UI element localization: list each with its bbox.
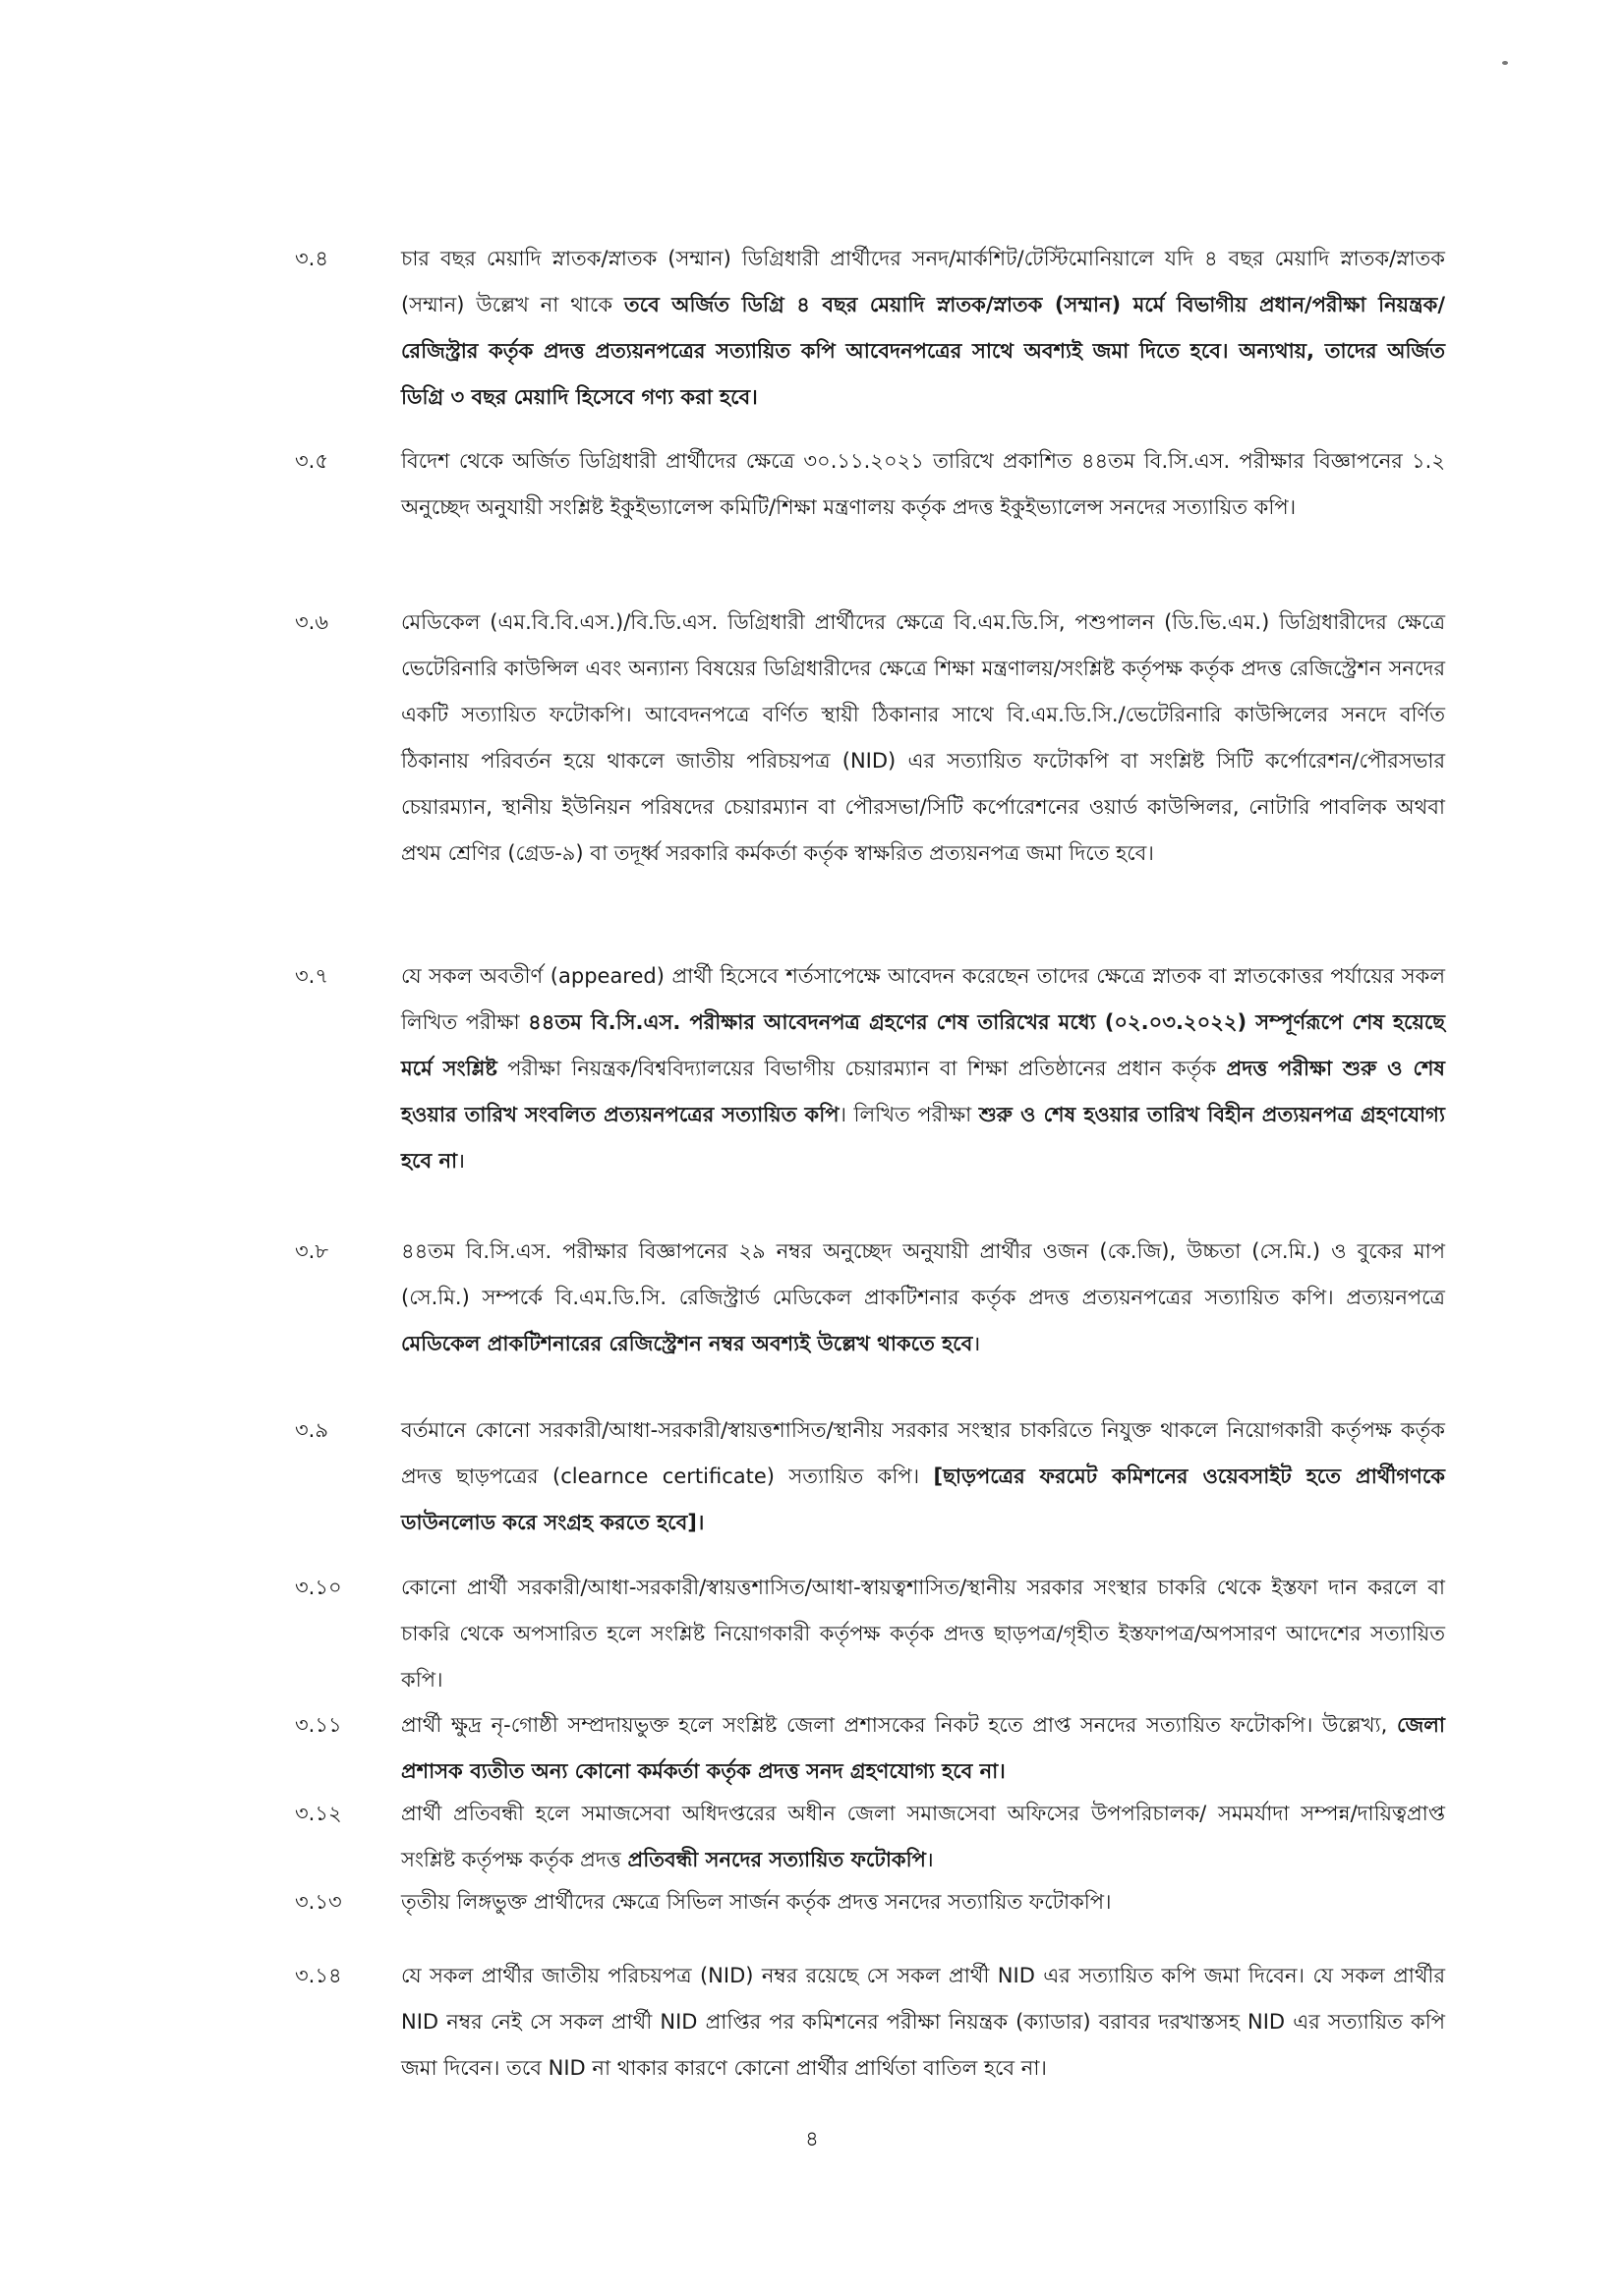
list-item [295,953,1445,1184]
item-text [401,1879,1445,1925]
body-text: । [457,1149,466,1173]
list-item [295,1565,1445,1703]
item-number: ৩.৬ [295,610,328,634]
body-text: চার বছর মেয়াদি স্নাতক/স্নাতক (সম্মান) ডিগ্রিধারী প্রার্থীদের সনদ/মার্কশিট/টেস্টিমোনিয়ালে যদি ৪ বছর মেয়াদি স্নাতক/স্নাতক (সম্মান) উল্লেখ না থাকে [401,247,1445,316]
body-text: । লিখিত পরীক্ষা [839,1103,979,1126]
item-number: ৩.১৩ [295,1890,342,1914]
body-text: যে সকল প্রার্থীর জাতীয় পরিচয়পত্র (NID) নম্বর রয়েছে সে সকল প্রার্থী NID এর সত্যায়িত কপি জমা দিবেন। যে সকল প্রার্থীর NID নম্বর নেই সে সকল প্রার্থী NID প্রাপ্তির পর কমিশনের পরীক্ষা নিয়ন্ত্রক (ক্যাডার) বরাবর দরখাস্তসহ NID এর সত্যায়িত কপি জমা দিবেন। তবে NID না থাকার কারণে কোনো প্রার্থীর প্রার্থিতা বাতিল হবে না। [401,1964,1445,2080]
list-item [295,600,1445,877]
item-text [401,236,1445,421]
bold-text: প্রদত্ত পরীক্ষা শুরু ও শেষ হওয়ার তারিখ সংবলিত প্রত্যয়নপত্রের সত্যায়িত কপি [401,1057,1445,1126]
item-number: ৩.৪ [295,247,328,270]
list-item [295,1229,1445,1367]
bold-text: প্রতিবন্ধী সনদের সত্যায়িত ফটোকপি [627,1848,926,1871]
bold-text: [ছাড়পত্রের ফরমেট কমিশনের ওয়েবসাইট হতে প্রার্থীগণকে ডাউনলোড করে সংগ্রহ করতে হবে]। [401,1464,1445,1534]
item-number: ৩.১২ [295,1802,342,1825]
item-number: ৩.৮ [295,1239,328,1263]
list-item [295,1879,1445,1925]
item-number: ৩.১১ [295,1713,342,1737]
body-text: যে সকল অবতীর্ণ (appeared) প্রার্থী হিসেবে শর্তসাপেক্ষে আবেদন করেছেন তাদের ক্ষেত্রে স্নাতক বা স্নাতকোত্তর পর্যায়ের সকল লিখিত পরীক্ষা [401,964,1445,1034]
item-number: ৩.১৪ [295,1964,342,1987]
bold-text: ৪৪তম বি.সি.এস. পরীক্ষার আবেদনপত্র গ্রহণের শেষ তারিখের মধ্যে (০২.০৩.২০২২) সম্পূর্ণরূপে শেষ হয়েছে মর্মে সংশ্লিষ্ট [401,1010,1445,1080]
item-text [401,438,1445,531]
bold-text: শুরু ও শেষ হওয়ার তারিখ বিহীন প্রত্যয়নপত্র গ্রহণযোগ্য হবে না [401,1103,1445,1173]
list-item [295,1953,1445,2092]
scan-speck [1502,61,1508,65]
body-text: । [972,1332,981,1355]
body-text: ৪৪তম বি.সি.এস. পরীক্ষার বিজ্ঞাপনের ২৯ নম্বর অনুচ্ছেদ অনুযায়ী প্রার্থীর ওজন (কে.জি), উচ্চতা (সে.মি.) ও বুকের মাপ (সে.মি.) সম্পর্কে বি.এম.ডি.সি. রেজিস্ট্রার্ড মেডিকেল প্রাকটিশনার কর্তৃক প্রদত্ত প্রত্যয়নপত্রের সত্যায়িত কপি। প্রত্যয়নপত্রে [401,1239,1445,1309]
body-text: তৃতীয় লিঙ্গভুক্ত প্রার্থীদের ক্ষেত্রে সিভিল সার্জন কর্তৃক প্রদত্ত সনদের সত্যায়িত ফটোকপি। [401,1890,1112,1914]
item-text [401,1565,1445,1703]
item-number: ৩.৫ [295,449,328,473]
list-item [295,1791,1445,1883]
body-text: । [925,1848,934,1871]
bold-text: জেলা প্রশাসক ব্যতীত অন্য কোনো কর্মকর্তা কর্তৃক প্রদত্ত সনদ গ্রহণযোগ্য হবে না। [401,1713,1445,1783]
body-text: প্রার্থী প্রতিবন্ধী হলে সমাজসেবা অধিদপ্তরের অধীন জেলা সমাজসেবা অফিসের উপপরিচালক/ সমমর্যাদা সম্পন্ন/দায়িত্বপ্রাপ্ত সংশ্লিষ্ট কর্তৃপক্ষ কর্তৃক প্রদত্ত [401,1802,1445,1871]
list-item [295,438,1445,531]
list-item [295,236,1445,421]
body-text: পরীক্ষা নিয়ন্ত্রক/বিশ্ববিদ্যালয়ের বিভাগীয় চেয়ারম্যান বা শিক্ষা প্রতিষ্ঠানের প্রধান কর্তৃক [496,1057,1227,1080]
item-number: ৩.১০ [295,1576,342,1599]
item-text [401,953,1445,1184]
item-text [401,1407,1445,1546]
body-text: প্রার্থী ক্ষুদ্র নৃ-গোষ্ঠী সম্প্রদায়ভুক্ত হলে সংশ্লিষ্ট জেলা প্রশাসকের নিকট হতে প্রাপ্ত সনদের সত্যায়িত ফটোকপি। উল্লেখ্য, [401,1713,1397,1737]
item-number: ৩.৯ [295,1418,328,1442]
bold-text: তবে অর্জিত ডিগ্রি ৪ বছর মেয়াদি স্নাতক/স্নাতক (সম্মান) মর্মে বিভাগীয় প্রধান/পরীক্ষা নিয়ন্ত্রক/রেজিস্ট্রার কর্তৃক প্রদত্ত প্রত্যয়নপত্রের সত্যায়িত কপি আবেদনপত্রের সাথে অবশ্যই জমা দিতে হবে। অন্যথায়, তাদের অর্জিত ডিগ্রি ৩ বছর মেয়াদি হিসেবে গণ্য করা হবে। [401,293,1445,409]
body-text: মেডিকেল (এম.বি.বি.এস.)/বি.ডি.এস. ডিগ্রিধারী প্রার্থীদের ক্ষেত্রে বি.এম.ডি.সি, পশুপালন (ডি.ভি.এম.) ডিগ্রিধারীদের ক্ষেত্রে ভেটেরিনারি কাউন্সিল এবং অন্যান্য বিষয়ের ডিগ্রিধারীদের ক্ষেত্রে শিক্ষা মন্ত্রণালয়/সংশ্লিষ্ট কর্তৃপক্ষ কর্তৃক প্রদত্ত রেজিস্ট্রেশন সনদের একটি সত্যায়িত ফটোকপি। আবেদনপত্রে বর্ণিত স্থায়ী ঠিকানার সাথে বি.এম.ডি.সি./ভেটেরিনারি কাউন্সিলের সনদে বর্ণিত ঠিকানায় পরিবর্তন হয়ে থাকলে জাতীয় পরিচয়পত্র (NID) এর সত্যায়িত ফটোকপি বা সংশ্লিষ্ট সিটি কর্পোরেশন/পৌরসভার চেয়ারম্যান, স্থানীয় ইউনিয়ন পরিষদের চেয়ারম্যান বা পৌরসভা/সিটি কর্পোরেশনের ওয়ার্ড কাউন্সিলর, নোটারি পাবলিক অথবা প্রথম শ্রেণির (গ্রেড-৯) বা তদূর্ধ্ব সরকারি কর্মকর্তা কর্তৃক স্বাক্ষরিত প্রত্যয়নপত্র জমা দিতে হবে। [401,610,1445,865]
body-text: বর্তমানে কোনো সরকারী/আধা-সরকারী/স্বায়ত্তশাসিত/স্থানীয় সরকার সংস্থার চাকরিতে নিযুক্ত থাকলে নিয়োগকারী কর্তৃপক্ষ কর্তৃক প্রদত্ত ছাড়পত্রের (clearnce certificate) সত্যায়িত কপি। [401,1418,1445,1488]
item-text [401,600,1445,877]
page-number: ৪ [805,2127,819,2151]
body-text: কোনো প্রার্থী সরকারী/আধা-সরকারী/স্বায়ত্তশাসিত/আধা-স্বায়ত্বশাসিত/স্থানীয় সরকার সংস্থার চাকরি থেকে ইস্তফা দান করলে বা চাকরি থেকে অপসারিত হলে সংশ্লিষ্ট নিয়োগকারী কর্তৃপক্ষ কর্তৃক প্রদত্ত ছাড়পত্র/গৃহীত ইস্তফাপত্র/অপসারণ আদেশের সত্যায়িত কপি। [401,1576,1445,1692]
item-text [401,1791,1445,1883]
bold-text: মেডিকেল প্রাকটিশনারের রেজিস্ট্রেশন নম্বর অবশ্যই উল্লেখ থাকতে হবে [401,1332,973,1355]
list-item [295,1702,1445,1795]
item-text [401,1953,1445,2092]
list-item [295,1407,1445,1546]
item-text [401,1229,1445,1367]
body-text: বিদেশ থেকে অর্জিত ডিগ্রিধারী প্রার্থীদের ক্ষেত্রে ৩০.১১.২০২১ তারিখে প্রকাশিত ৪৪তম বি.সি.এস. পরীক্ষার বিজ্ঞাপনের ১.২ অনুচ্ছেদ অনুযায়ী সংশ্লিষ্ট ইকুইভ্যালেন্স কমিটি/শিক্ষা মন্ত্রণালয় কর্তৃক প্রদত্ত ইকুইভ্যালেন্স সনদের সত্যায়িত কপি। [401,449,1445,519]
item-text [401,1702,1445,1795]
item-number: ৩.৭ [295,964,328,988]
